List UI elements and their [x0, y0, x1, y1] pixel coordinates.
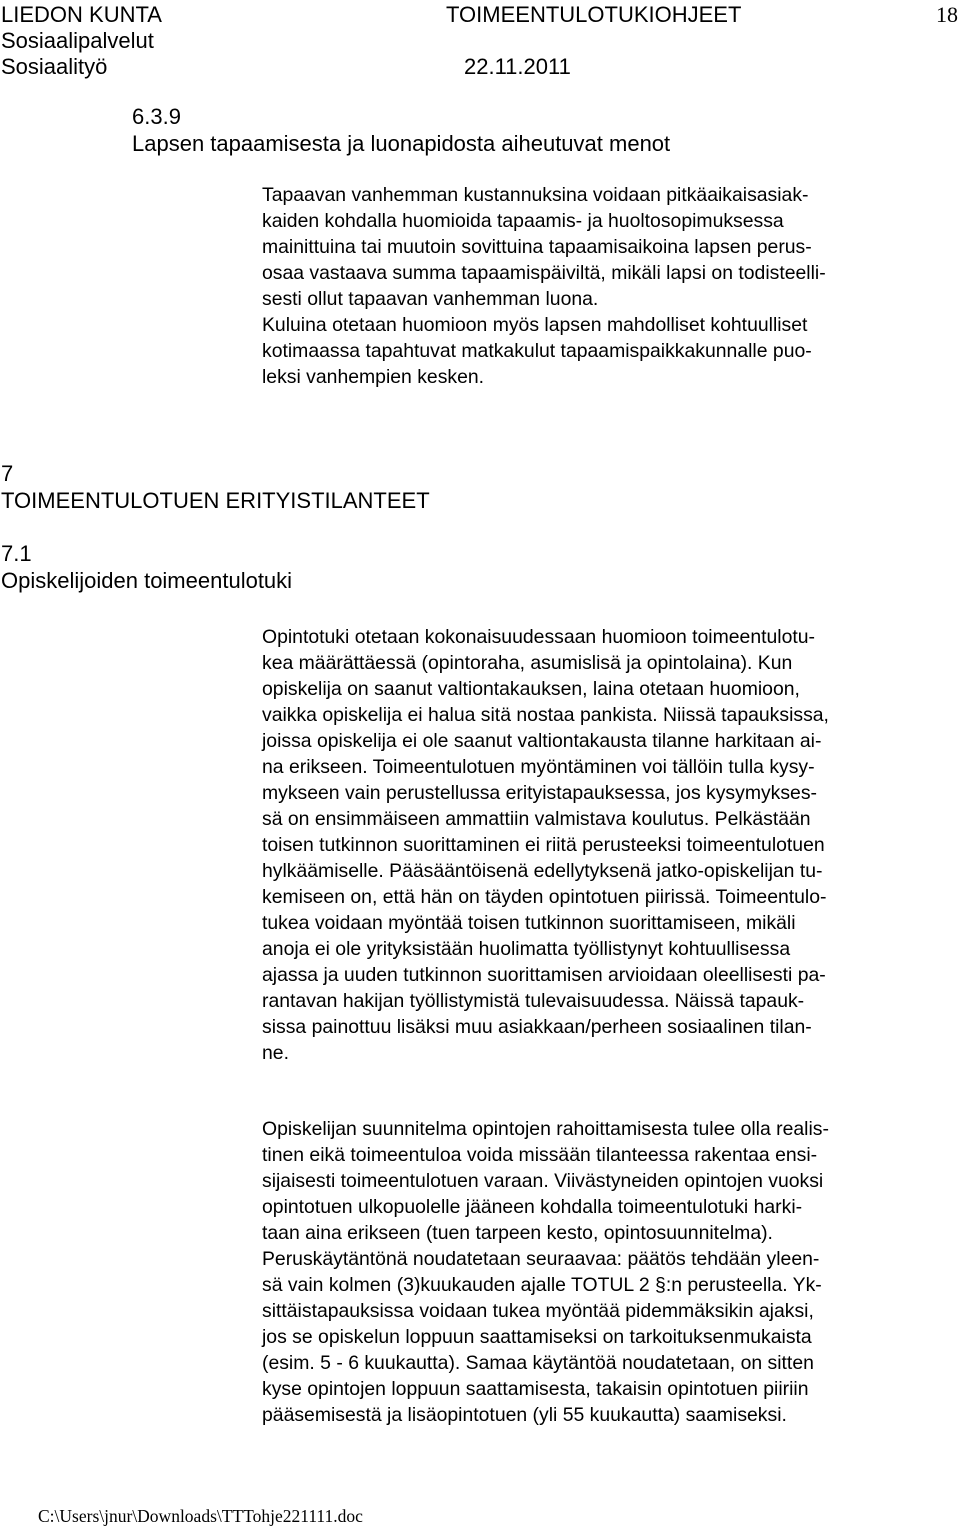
text-line: tukea voidaan myöntää toisen tutkinnon suorittamiseen, mikäli	[262, 912, 796, 934]
text-line: sittäistapauksissa voidaan tukea myöntää pidemmäksikin ajaksi,	[262, 1300, 814, 1322]
text-line: joissa opiskelija ei ole saanut valtiontakausta tilanne harkitaan ai-	[262, 730, 822, 752]
text-line: na erikseen. Toimeentulotuen myöntäminen voi tällöin tulla kysy-	[262, 756, 815, 778]
text-line: sä on ensimmäiseen ammattiin valmistava koulutus. Pelkästään	[262, 808, 811, 830]
text-line: Peruskäytäntönä noudatetaan seuraavaa: päätös tehdään yleen-	[262, 1248, 820, 1270]
section-number-6-3-9: 6.3.9	[132, 104, 181, 129]
text-line: mainittuina tai muutoin sovittuina tapaamisaikoina lapsen perus-	[262, 236, 812, 258]
text-line: sijaisesti toimeentulotuen varaan. Viivästyneiden opintojen vuoksi	[262, 1170, 824, 1192]
header-municipality: LIEDON KUNTA	[1, 2, 162, 27]
section-title-7-1: Opiskelijoiden toimeentulotuki	[1, 568, 293, 593]
header-unit: Sosiaalityö	[1, 54, 108, 79]
text-line: kaiden kohdalla huomioida tapaamis- ja huoltosopimuksessa	[262, 210, 784, 232]
section-number-7: 7	[1, 461, 14, 486]
text-line: Opiskelijan suunnitelma opintojen rahoittamisesta tulee olla realis-	[262, 1118, 829, 1140]
section-title-7: TOIMEENTULOTUEN ERITYISTILANTEET	[1, 488, 430, 513]
text-line: anoja ei ole yrityksistään huolimatta työllistynyt kohtuullisessa	[262, 938, 791, 960]
text-line: pääsemisestä ja lisäopintotuen (yli 55 kuukautta) saamiseksi.	[262, 1404, 787, 1426]
text-line: kotimaassa tapahtuvat matkakulut tapaamispaikkakunnalle puo-	[262, 340, 812, 362]
header-department: Sosiaalipalvelut	[1, 28, 154, 53]
text-line: opiskelija on saanut valtiontakauksen, laina otetaan huomioon,	[262, 678, 800, 700]
text-line: osaa vastaava summa tapaamispäiviltä, mikäli lapsi on todisteelli-	[262, 262, 826, 284]
text-line: vaikka opiskelija ei halua sitä nostaa pankista. Niissä tapauksissa,	[262, 704, 829, 726]
text-line: jos se opiskelun loppuun saattamiseksi on tarkoituksenmukaista	[262, 1326, 812, 1348]
text-line: sissa painottuu lisäksi muu asiakkaan/perheen sosiaalinen tilan-	[262, 1016, 812, 1038]
text-line: Opintotuki otetaan kokonaisuudessaan huomioon toimeentulotu-	[262, 626, 816, 648]
text-line: leksi vanhempien kesken.	[262, 366, 485, 388]
page-number: 18	[936, 2, 958, 27]
text-line: Tapaavan vanhemman kustannuksina voidaan pitkäaikaisasiak-	[262, 184, 809, 206]
paragraph-6-3-9	[262, 182, 826, 390]
text-line: sesti ollut tapaavan vanhemman luona.	[262, 288, 599, 310]
text-line: tinen eikä toimeentuloa voida missään tilanteessa rakentaa ensi-	[262, 1144, 818, 1166]
text-line: taan aina erikseen (tuen tarpeen kesto, opintosuunnitelma).	[262, 1222, 773, 1244]
paragraph-7-1-study-grant	[262, 624, 829, 1066]
section-number-7-1: 7.1	[1, 541, 32, 566]
text-line: (esim. 5 - 6 kuukautta). Samaa käytäntöä noudatetaan, on sitten	[262, 1352, 814, 1374]
footer-file-path: C:\Users\jnur\Downloads\TTTohje221111.doc	[38, 1506, 363, 1526]
section-title-6-3-9: Lapsen tapaamisesta ja luonapidosta aiheutuvat menot	[132, 131, 671, 156]
text-line: opintotuen ulkopuolelle jääneen kohdalla toimeentulotuki harki-	[262, 1196, 803, 1218]
text-line: mykseen vain perustellussa erityistapauksessa, jos kysymykses-	[262, 782, 817, 804]
text-line: kea määrättäessä (opintoraha, asumislisä ja opintolaina). Kun	[262, 652, 793, 674]
text-line: ajassa ja uuden tutkinnon suorittamisen arvioidaan oleellisesti pa-	[262, 964, 826, 986]
text-line: kemiseen on, että hän on täyden opintotuen piirissä. Toimeentulo-	[262, 886, 827, 908]
text-line: ne.	[262, 1042, 289, 1064]
text-line: Kuluina otetaan huomioon myös lapsen mahdolliset kohtuulliset	[262, 314, 808, 336]
text-line: hylkäämiselle. Pääsääntöisenä edellytyksenä jatko-opiskelijan tu-	[262, 860, 823, 882]
header-date: 22.11.2011	[464, 54, 571, 79]
text-line: rantavan hakijan työllistymistä tulevaisuudessa. Näissä tapauk-	[262, 990, 805, 1012]
text-line: toisen tutkinnon suorittaminen ei riitä perusteeksi toimeentulotuen	[262, 834, 825, 856]
text-line: sä vain kolmen (3)kuukauden ajalle TOTUL 2 §:n perusteella. Yk-	[262, 1274, 822, 1296]
header-document-title: TOIMEENTULOTUKIOHJEET	[446, 2, 742, 27]
text-line: kyse opintojen loppuun saattamisesta, takaisin opintotuen piiriin	[262, 1378, 809, 1400]
paragraph-7-1-study-plan	[262, 1116, 829, 1428]
